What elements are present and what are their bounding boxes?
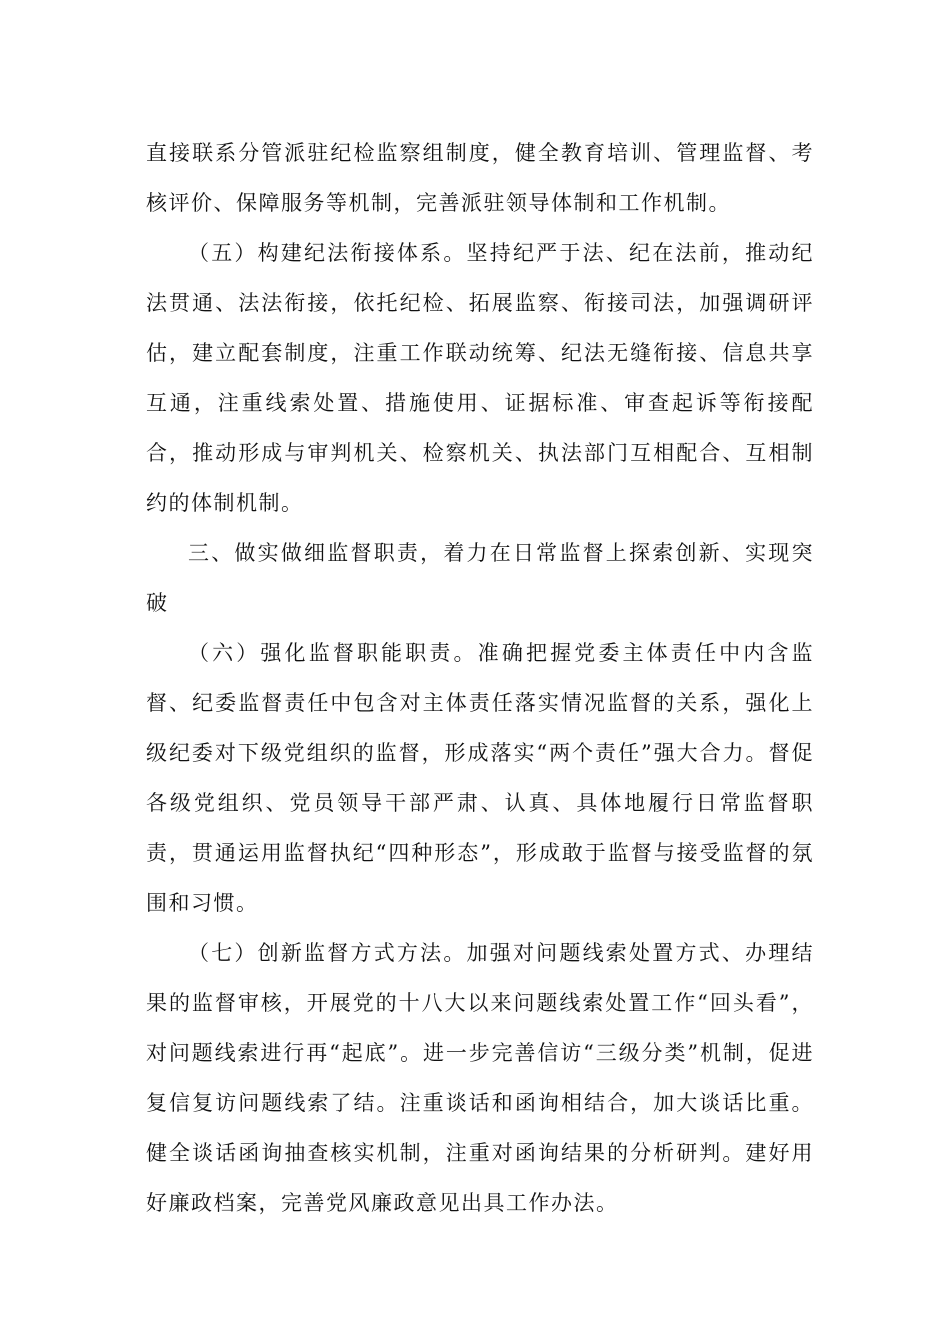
paragraph-continuation: 直接联系分管派驻纪检监察组制度，健全教育培训、管理监督、考核评价、保障服务等机制，完善派驻领导体制和工作机制。 [146,141,814,215]
section-heading-three: 三、做实做细监督职责，着力在日常监督上探索创新、实现突破 [146,541,814,615]
paragraph-section-seven: （七）创新监督方式方法。加强对问题线索处置方式、办理结果的监督审核，开展党的十八大以来问题线索处置工作“回头看”，对问题线索进行再“起底”。进一步完善信访“三级分类”机制，促进复信复访问题线索了结。注重谈话和函询相结合，加大谈话比重。健全谈话函询抽查核实机制，注重对函询结果的分析研判。建好用好廉政档案，完善党风廉政意见出具工作办法。 [146,941,814,1215]
document-body [146,128,814,1228]
paragraph-section-five: （五）构建纪法衔接体系。坚持纪严于法、纪在法前，推动纪法贯通、法法衔接，依托纪检、拓展监察、衔接司法，加强调研评估，建立配套制度，注重工作联动统筹、纪法无缝衔接、信息共享互通，注重线索处置、措施使用、证据标准、审查起诉等衔接配合，推动形成与审判机关、检察机关、执法部门互相配合、互相制约的体制机制。 [146,241,814,515]
paragraph-section-six: （六）强化监督职能职责。准确把握党委主体责任中内含监督、纪委监督责任中包含对主体责任落实情况监督的关系，强化上级纪委对下级党组织的监督，形成落实“两个责任”强大合力。督促各级党组织、党员领导干部严肃、认真、具体地履行日常监督职责，贯通运用监督执纪“四种形态”，形成敢于监督与接受监督的氛围和习惯。 [146,641,814,915]
